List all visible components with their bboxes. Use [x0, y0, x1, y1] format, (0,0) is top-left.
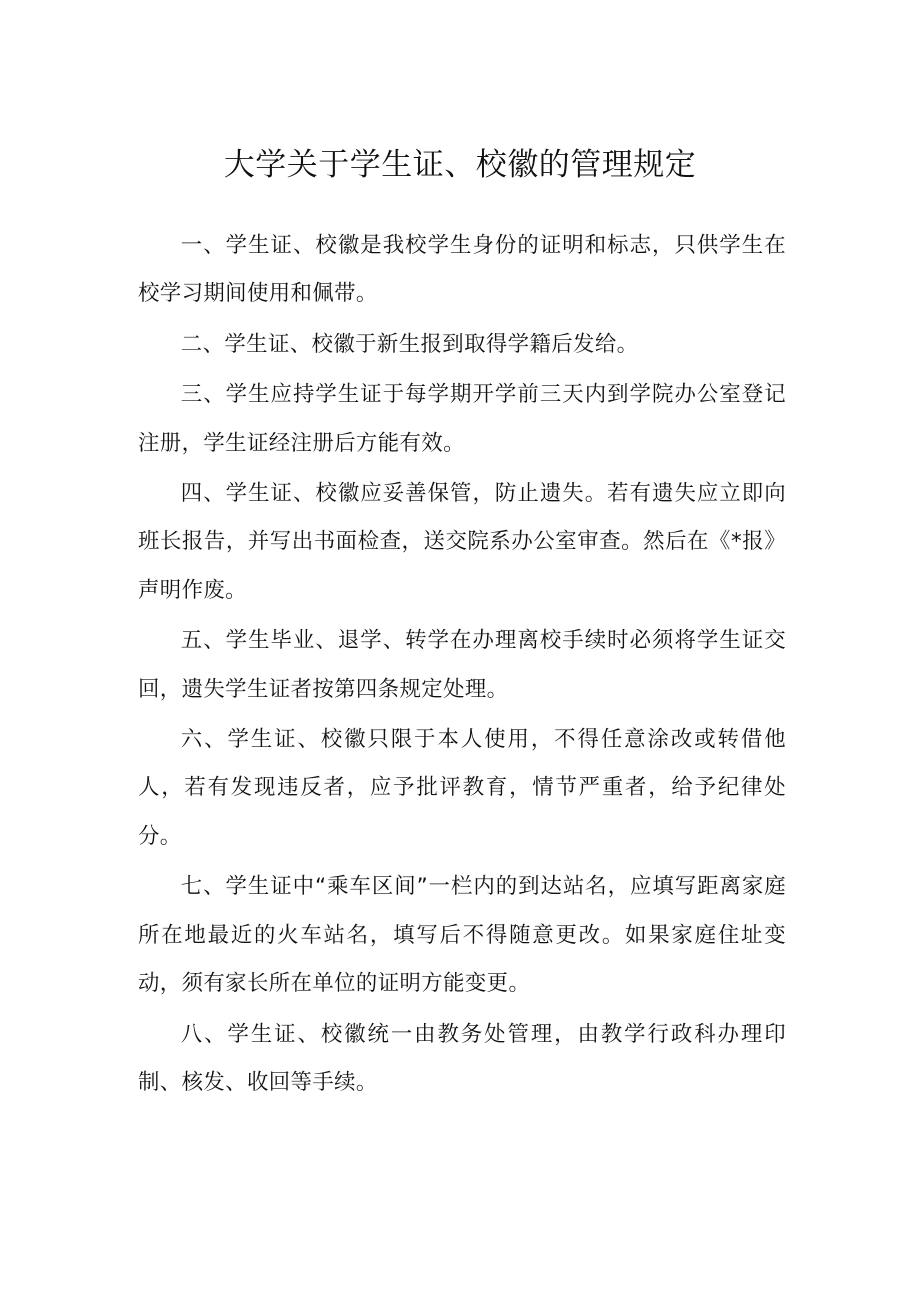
regulation-paragraph-1: 一、学生证、校徽是我校学生身份的证明和标志，只供学生在校学习期间使用和佩带。 [138, 233, 786, 307]
regulation-paragraph-4: 四、学生证、校徽应妥善保管，防止遗失。若有遗失应立即向班长报告，并写出书面检查，送交院系办公室审查。然后在《*报》声明作废。 [138, 481, 786, 603]
regulation-paragraph-8: 八、学生证、校徽统一由教务处管理，由教学行政科办理印制、核发、收回等手续。 [138, 1021, 786, 1095]
regulation-paragraph-3: 三、学生应持学生证于每学期开学前三天内到学院办公室登记注册，学生证经注册后方能有效。 [138, 382, 786, 456]
document-title: 大学关于学生证、校徽的管理规定 [223, 147, 697, 183]
regulation-paragraph-7: 七、学生证中“乘车区间”一栏内的到达站名，应填写距离家庭所在地最近的火车站名，填写后不得随意更改。如果家庭住址变动，须有家长所在单位的证明方能变更。 [138, 874, 786, 997]
document-body [138, 222, 786, 1109]
regulation-paragraph-6: 六、学生证、校徽只限于本人使用，不得任意涂改或转借他人，若有发现违反者，应予批评教育，情节严重者，给予纪律处分。 [138, 727, 786, 849]
regulation-paragraph-5: 五、学生毕业、退学、转学在办理离校手续时必须将学生证交回，遗失学生证者按第四条规定处理。 [138, 628, 786, 702]
regulation-paragraph-2: 二、学生证、校徽于新生报到取得学籍后发给。 [180, 331, 639, 357]
